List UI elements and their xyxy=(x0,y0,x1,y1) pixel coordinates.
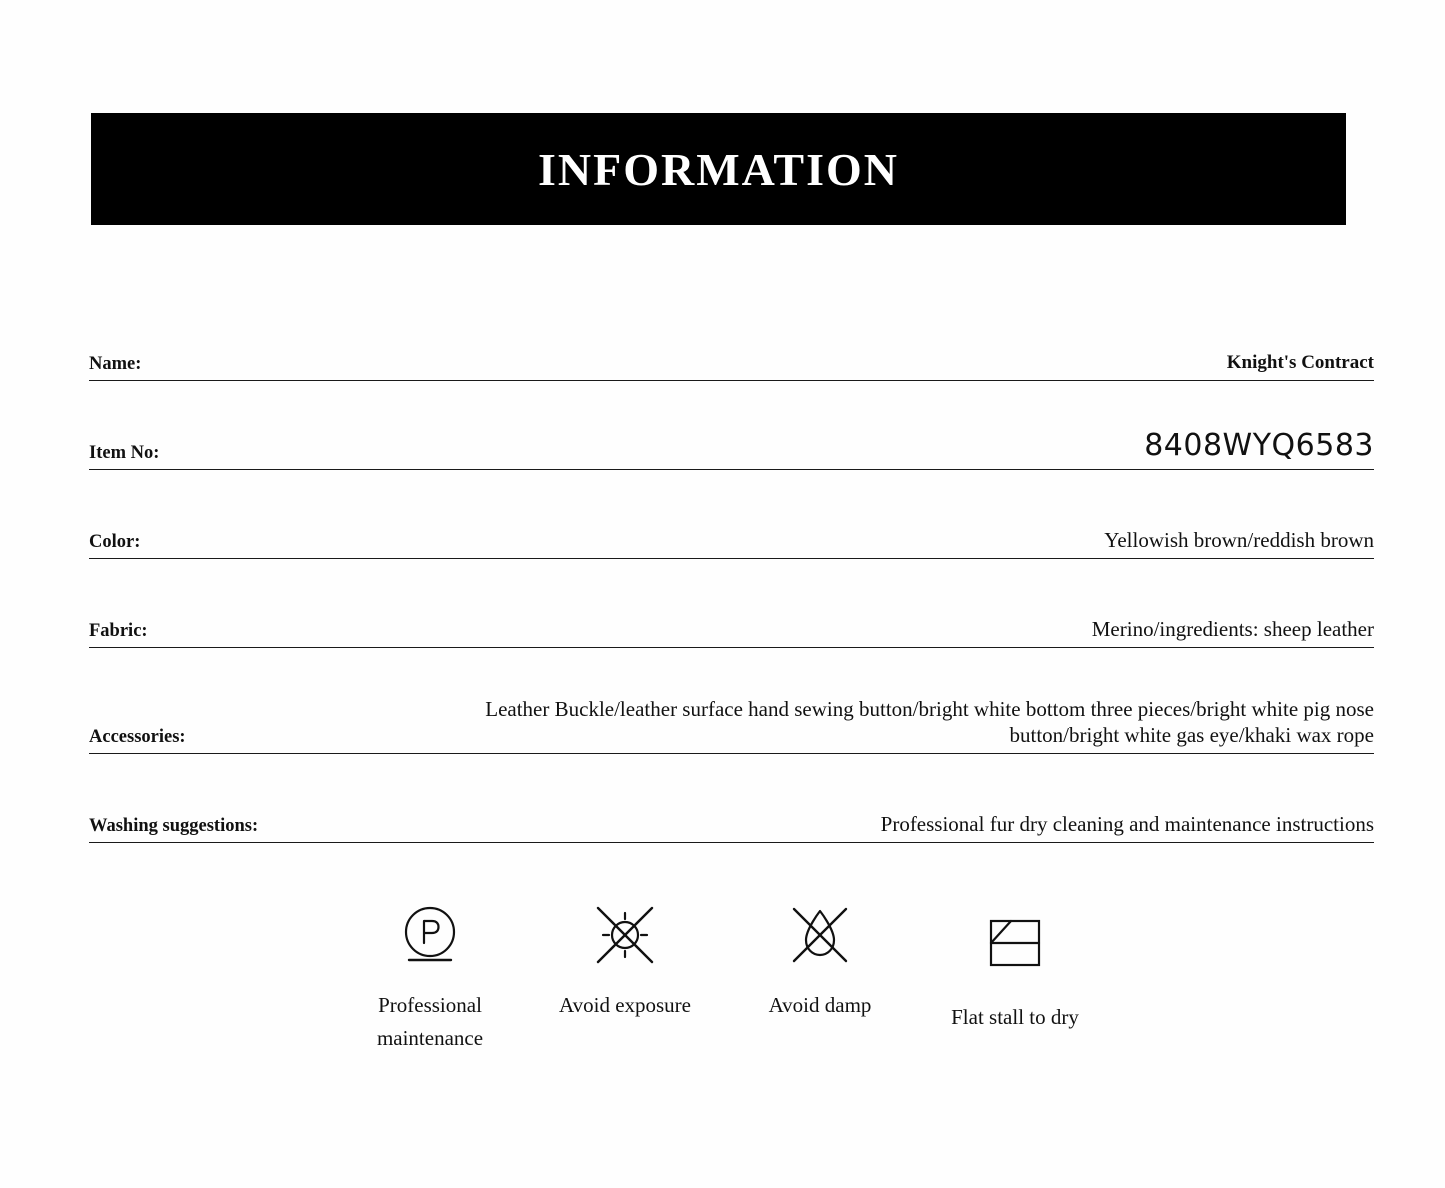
care-symbols-row xyxy=(330,895,1130,1054)
care-symbol-avoid-damp xyxy=(720,895,920,1022)
professional-dry-clean-p-icon xyxy=(397,895,463,975)
row-value-washing-suggestions: Professional fur dry cleaning and maintenance instructions xyxy=(880,811,1374,836)
avoid-sun-exposure-icon xyxy=(589,895,661,975)
row-label-accessories: Accessories: xyxy=(89,726,186,747)
care-symbol-caption: Professional maintenance xyxy=(376,993,484,1050)
row-value-name: Knight's Contract xyxy=(1226,352,1374,374)
flat-dry-icon xyxy=(983,903,1047,983)
information-banner xyxy=(91,113,1346,225)
row-value-fabric: Merino/ingredients: sheep leather xyxy=(1091,616,1374,641)
care-symbol-avoid-exposure xyxy=(525,895,725,1022)
information-table xyxy=(89,330,1374,843)
care-symbol-flat-dry xyxy=(915,895,1115,1034)
table-row xyxy=(89,597,1374,648)
row-label-fabric: Fabric: xyxy=(89,620,148,641)
care-symbol-caption: Avoid exposure xyxy=(559,993,691,1017)
row-label-name: Name: xyxy=(89,353,142,374)
row-label-color: Color: xyxy=(89,531,141,552)
page-title: INFORMATION xyxy=(537,143,900,195)
row-label-item-no: Item No: xyxy=(89,442,160,463)
avoid-damp-no-wring-icon xyxy=(784,895,856,975)
row-value-item-no: 8408WYQ6583 xyxy=(1144,427,1374,463)
table-row xyxy=(89,686,1374,754)
table-row xyxy=(89,419,1374,470)
table-row xyxy=(89,508,1374,559)
row-value-color: Yellowish brown/reddish brown xyxy=(1104,527,1374,552)
care-symbol-professional-maintenance xyxy=(330,895,530,1054)
care-symbol-caption: Flat stall to dry xyxy=(951,1005,1079,1029)
row-label-washing-suggestions: Washing suggestions: xyxy=(89,815,259,836)
table-row xyxy=(89,792,1374,843)
row-value-accessories: Leather Buckle/leather surface hand sewing button/bright white bottom three pieces/bright white pig nose button/bright white gas eye/khaki wax rope xyxy=(485,696,1374,747)
care-symbol-caption: Avoid damp xyxy=(768,993,872,1017)
table-row xyxy=(89,330,1374,381)
